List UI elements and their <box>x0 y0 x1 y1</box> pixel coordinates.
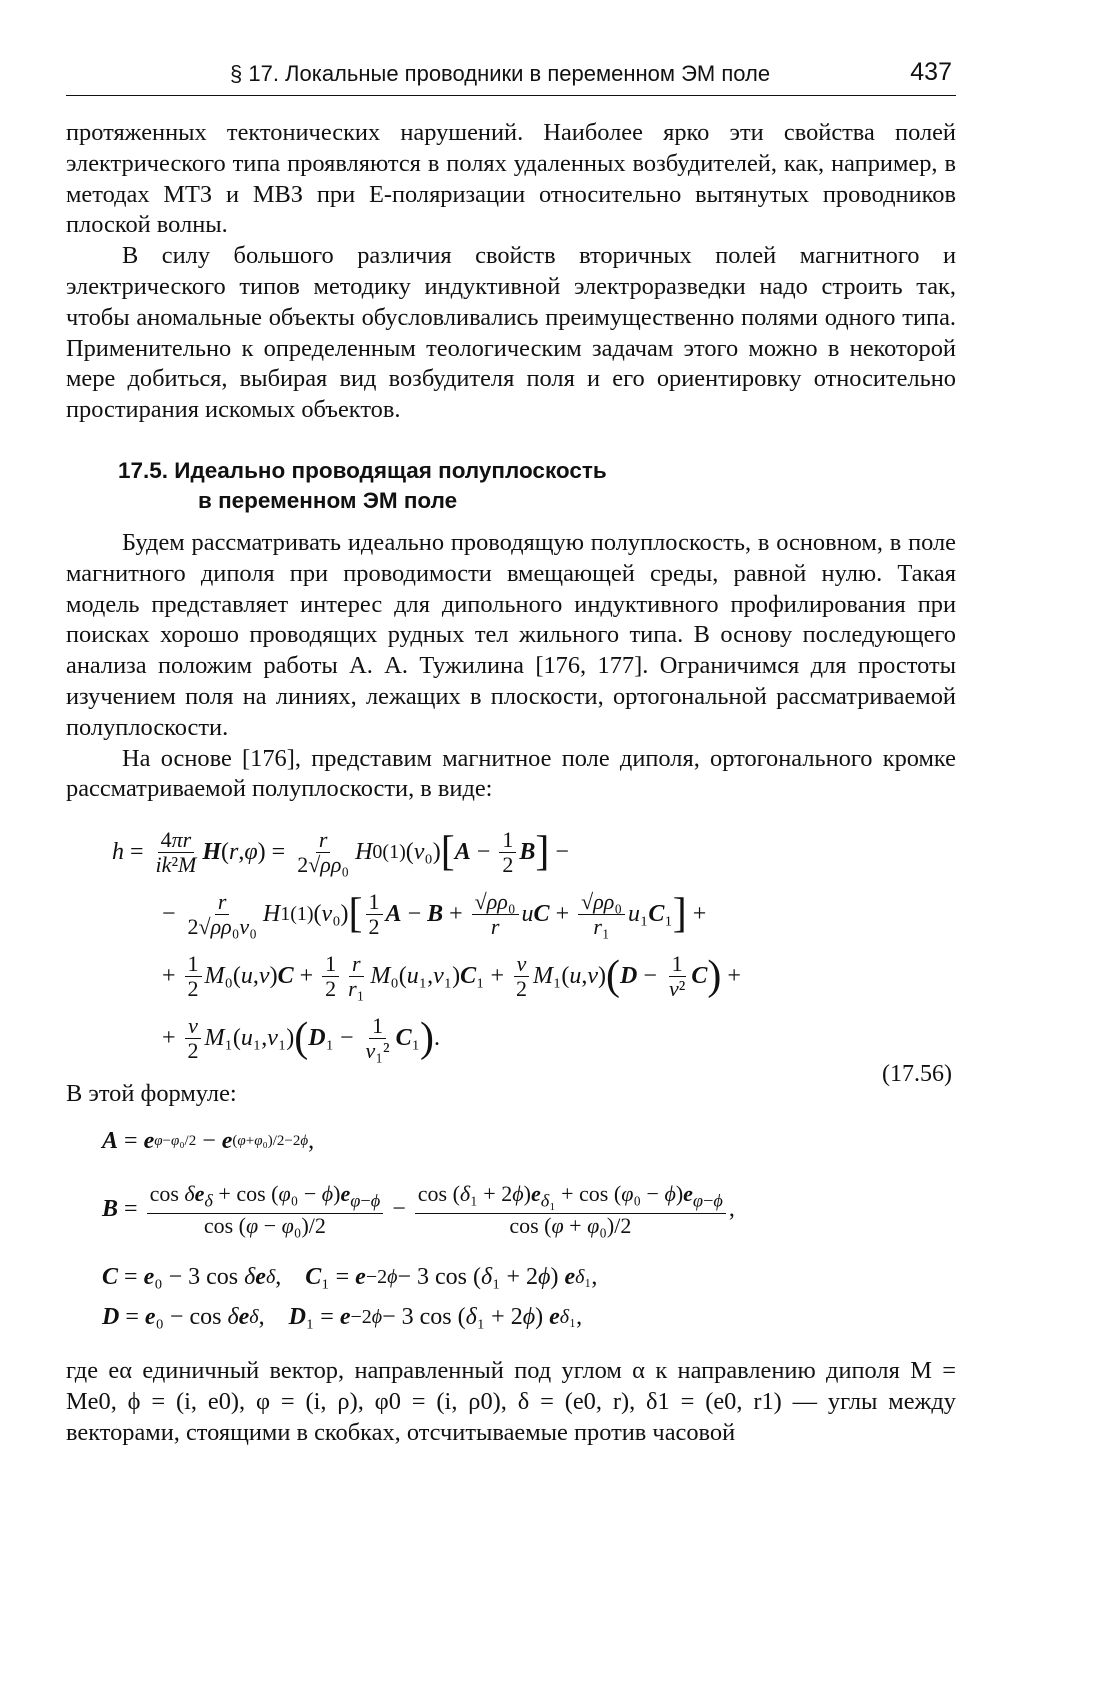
equation-line-3: + $\frac{1}{2}$ M ₀( u , v ) C + $\frac{1}{2}$ $\frac{r}{\text{r₁}}$ M ₀( u ₁, v ₁) C ₁ + $\frac{v}{2}$ M ₁( u , v ) ( D − $\frac{1}{\text{v²}}$ C ) + <box>162 950 741 1001</box>
equation-line-2: − $\frac{r}{\text{2√ρρ₀v₀}}$ H 1 (1) ( v ₀) [ $\frac{1}{2}$ A − B + $\frac{\text{√ρρ₀}}{r}$ u C + $\frac{\text{√ρρ₀}}{\text{r₁}}$ u ₁ C ₁ ] + <box>162 888 707 939</box>
equation-number: (17.56) <box>882 1061 952 1088</box>
definition-C: C = e ₀ − 3 cos δ e δ , C ₁ = e −2ϕ − 3 cos ( δ ₁ + 2 ϕ ) e δ₁ , <box>102 1264 598 1291</box>
section-heading <box>118 456 956 516</box>
paragraph-1: протяженных тектонических нарушений. Наиболее ярко эти свойства полей электрического типа проявляются в полях удаленных возбудителей, как, например, в методах МТЗ и МВЗ при E-поляризации относительно вытянутых проводников плоской волны. <box>66 119 956 239</box>
running-header <box>66 58 956 96</box>
running-title: § 17. Локальные проводники в переменном ЭМ поле <box>230 61 771 86</box>
equation-17-56 <box>66 821 956 1088</box>
definition-D: D = e ₀ − cos δ e δ , D ₁ = e −2ϕ − 3 cos ( δ ₁ + 2 ϕ ) e δ₁ , <box>102 1304 583 1331</box>
in-formula-label: В этой формуле: <box>66 1080 237 1108</box>
equation-line-1: h = $\frac{4\pi r}{\text{ik²M}}$ H ( r , φ ) = $\frac{r}{\text{2√ρρ₀}}$ H 0 (1) ( v ₀) [ A − $\frac{1}{2}$ B ] − <box>112 826 569 877</box>
paragraph-2: В силу большого различия свойств вторичных полей магнитного и электрического типов методику индуктивной электроразведки надо строить так, чтобы аномальные объекты обусловливались преимущественно полями одного типа. Применительно к определенным теологическим задачам этого можно в некоторой мере добиться, выбирая вид возбудителя поля и его ориентировку относительно простирания искомых объектов. <box>66 242 956 424</box>
definition-A: A = e φ−φ₀/2 − e (φ+φ₀)/2−2ϕ , <box>102 1128 315 1155</box>
paragraph-5: где eα единичный вектор, направленный под углом α к направлению диполя M = Me0, ϕ = (i, e0), φ = (i, ρ), φ0 = (i, ρ0), δ = (e0, r), δ1 = (e0, r1) — углы между векторами, стоящими в скобках, отсчитываемые против часовой <box>66 1356 956 1446</box>
equation-line-4: + $\frac{v}{2}$ M ₁( u ₁, v ₁) ( D ₁ − $\frac{1}{\text{v₁²}}$ C ₁ ) . <box>162 1012 440 1063</box>
section-heading-line-1: 17.5. Идеально проводящая полуплоскость <box>118 457 607 483</box>
definitions-block <box>102 1122 956 1338</box>
section-heading-line-2: в переменном ЭМ поле <box>198 487 458 513</box>
book-page <box>66 58 956 1448</box>
paragraph-3: Будем рассматривать идеально проводящую полуплоскость, в основном, в поле магнитного диполя при проводимости вмещающей среды, равной нулю. Такая модель представляет интерес для дипольного индуктивного профилирования при поисках хорошо проводящих рудных тел жильного типа. В основу последующего анализа положим работы А. А. Тужилина [176, 177]. Ограничимся для простоты изучением поля на линиях, лежащих в плоскости, ортогональной рассматриваемой полуплоскости. <box>66 528 956 741</box>
paragraph-4: На основе [176], представим магнитное поле диполя, ортогонального кромке рассматриваемой полуплоскости, в виде: <box>66 744 956 803</box>
page-number: 437 <box>910 58 952 86</box>
definition-B: B = $\frac{\cos \delta e_\delta + \cos (\varphi_0 - \phi)e_{\varphi-\phi}}{\text{cos (φ − φ₀)/2}}$ − $\frac{\cos (\delta_1 + 2\phi)e_{\delta_1} + \cos (\varphi_0 - \phi)e_{\varphi-\phi}}{\text{cos (φ + φ₀)/2}}$ , <box>102 1181 735 1238</box>
